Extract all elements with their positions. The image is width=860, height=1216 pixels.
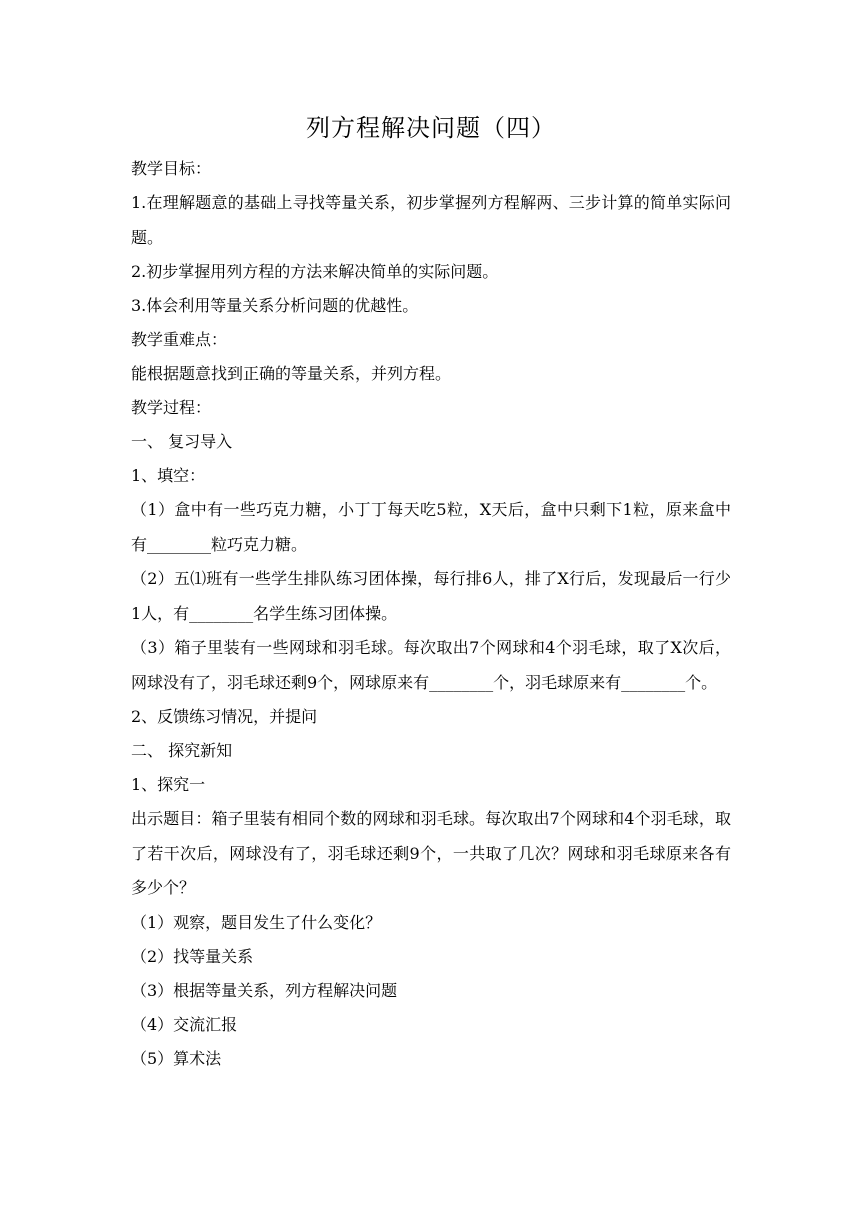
paragraph-process-heading: 教学过程： bbox=[131, 398, 212, 417]
paragraph-key-points-heading: 教学重难点： bbox=[131, 330, 228, 349]
paragraph-section-2-heading: 二、 探究新知 bbox=[131, 741, 233, 760]
paragraph-feedback: 2、反馈练习情况，并提问 bbox=[131, 707, 318, 726]
paragraph-goal-2: 2.初步掌握用列方程的方法来解决简单的实际问题。 bbox=[131, 262, 499, 281]
paragraph-fill-blank-heading: 1、填空： bbox=[131, 466, 206, 485]
paragraph-fill-blank-1: （1）盒中有一些巧克力糖，小丁丁每天吃5粒，X天后，盒中只剩下1粒，原来盒中有________粒巧克力糖。 bbox=[131, 500, 731, 554]
paragraph-step-2: （2）找等量关系 bbox=[131, 946, 254, 966]
paragraph-section-1-heading: 一、 复习导入 bbox=[131, 432, 233, 451]
paragraph-step-1: （1）观察，题目发生了什么变化？ bbox=[131, 912, 382, 932]
paragraph-explore-1-problem: 出示题目：箱子里装有相同个数的网球和羽毛球。每次取出7个网球和4个羽毛球，取了若干次后，网球没有了，羽毛球还剩9个，一共取了几次？网球和羽毛球原来各有多少个？ bbox=[131, 809, 731, 897]
paragraph-teaching-goals-heading: 教学目标： bbox=[131, 159, 212, 178]
paragraph-fill-blank-2: （2）五⑴班有一些学生排队练习团体操，每行排6人，排了X行后，发现最后一行少1人，有________名学生练习团体操。 bbox=[131, 569, 731, 623]
paragraph-goal-1: 1.在理解题意的基础上寻找等量关系，初步掌握列方程解两、三步计算的简单实际问题。 bbox=[131, 193, 731, 247]
paragraph-step-5: （5）算术法 bbox=[131, 1048, 222, 1068]
paragraph-step-3: （3）根据等量关系，列方程解决问题 bbox=[131, 980, 398, 1000]
paragraph-explore-1-heading: 1、探究一 bbox=[131, 775, 206, 794]
paragraph-goal-3: 3.体会利用等量关系分析问题的优越性。 bbox=[131, 296, 419, 315]
document-page bbox=[131, 108, 731, 1076]
paragraph-fill-blank-3: （3）箱子里装有一些网球和羽毛球。每次取出7个网球和4个羽毛球，取了X次后，网球没有了，羽毛球还剩9个，网球原来有________个，羽毛球原来有________个。 bbox=[131, 638, 731, 692]
document-title: 列方程解决问题（四） bbox=[306, 114, 556, 142]
paragraph-key-points: 能根据题意找到正确的等量关系，并列方程。 bbox=[131, 364, 452, 383]
paragraph-step-4: （4）交流汇报 bbox=[131, 1014, 238, 1034]
